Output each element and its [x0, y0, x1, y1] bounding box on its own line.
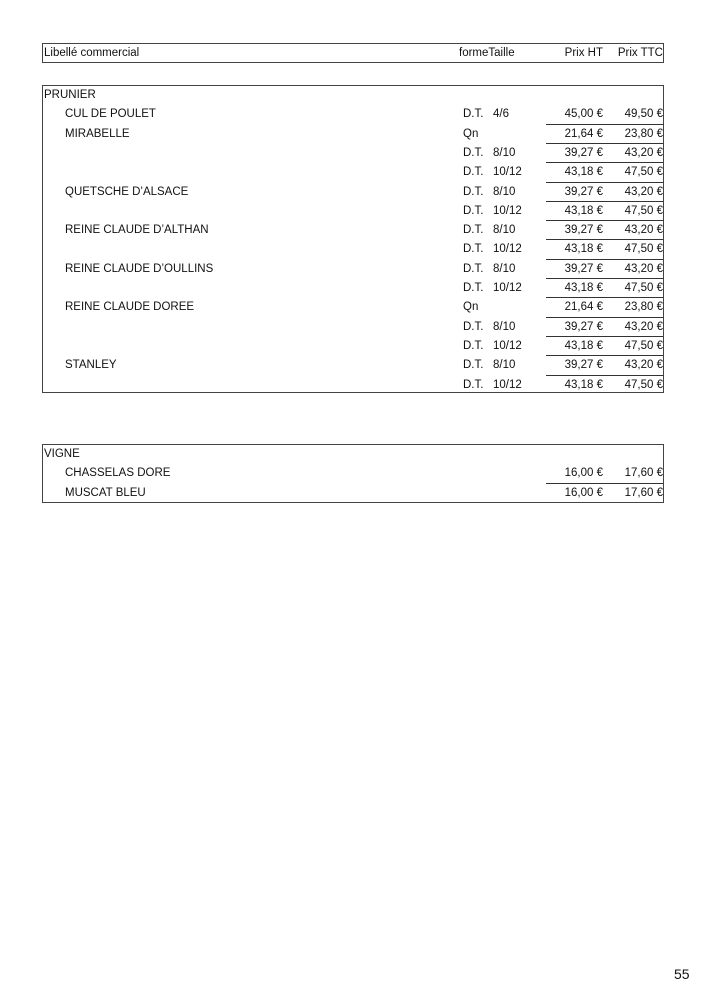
- group-prunier: [42, 85, 664, 393]
- product-name: STANLEY: [65, 359, 117, 372]
- product-taille: 10/12: [493, 204, 522, 217]
- price-ttc: 47,50 €: [624, 378, 663, 391]
- table-row: [43, 260, 663, 279]
- product-taille: 10/12: [493, 282, 522, 294]
- price-ht: 16,00 €: [564, 486, 603, 499]
- product-taille: 10/12: [493, 166, 522, 179]
- price-ht: 39,27 €: [564, 359, 603, 372]
- product-forme: D.T.: [463, 378, 484, 391]
- page-number: 55: [674, 966, 690, 982]
- header-row: [43, 44, 663, 63]
- price-ttc: 47,50 €: [624, 339, 663, 352]
- table-row: [43, 183, 663, 202]
- product-name: MIRABELLE: [65, 127, 130, 140]
- table-row: [43, 202, 663, 221]
- price-ht: 45,00 €: [564, 108, 603, 121]
- product-taille: 8/10: [493, 185, 516, 198]
- product-name: REINE CLAUDE D’ALTHAN: [65, 224, 209, 237]
- product-taille: 8/10: [493, 262, 516, 275]
- header-prix-ht: Prix HT: [564, 47, 603, 59]
- price-ht: 39,27 €: [564, 224, 603, 237]
- table-row: [43, 144, 663, 163]
- product-forme: Qn: [463, 301, 479, 314]
- product-forme: D.T.: [463, 204, 484, 217]
- price-ht: 39,27 €: [564, 262, 603, 275]
- price-ht: 39,27 €: [564, 320, 603, 333]
- product-forme: D.T.: [463, 185, 484, 198]
- price-ht: 43,18 €: [564, 204, 603, 217]
- product-forme: Qn: [463, 127, 479, 140]
- table-row: [43, 240, 663, 259]
- table-row: [43, 318, 663, 337]
- group-title-row: [43, 86, 663, 105]
- product-taille: 4/6: [493, 108, 509, 121]
- price-ttc: 47,50 €: [624, 166, 663, 179]
- product-forme: D.T.: [463, 108, 484, 121]
- price-ttc: 43,20 €: [624, 146, 663, 159]
- price-ttc: 43,20 €: [624, 320, 663, 333]
- product-forme: D.T.: [463, 339, 484, 352]
- product-forme: D.T.: [463, 243, 484, 256]
- price-ttc: 23,80 €: [624, 127, 663, 140]
- price-ttc: 49,50 €: [624, 108, 663, 121]
- price-ht: 43,18 €: [564, 166, 603, 179]
- group-title: VIGNE: [44, 448, 80, 460]
- product-taille: 8/10: [493, 320, 516, 333]
- product-forme: D.T.: [463, 224, 484, 237]
- product-name: REINE CLAUDE D’OULLINS: [65, 262, 214, 275]
- price-ttc: 23,80 €: [624, 301, 663, 314]
- table-row: [43, 337, 663, 356]
- price-ht: 43,18 €: [564, 339, 603, 352]
- price-ttc: 43,20 €: [624, 224, 663, 237]
- price-ht: 43,18 €: [564, 282, 603, 294]
- group-vigne: [42, 444, 664, 503]
- price-ht: 16,00 €: [564, 467, 603, 480]
- header-prix-ttc: Prix TTC: [617, 47, 663, 59]
- product-forme: D.T.: [463, 262, 484, 275]
- group-title-row: [43, 445, 663, 464]
- price-ttc: 17,60 €: [624, 486, 663, 499]
- price-ttc: 47,50 €: [624, 243, 663, 256]
- product-forme: D.T.: [463, 282, 484, 294]
- product-name: CUL DE POULET: [65, 108, 156, 121]
- price-ht: 43,18 €: [564, 243, 603, 256]
- price-ttc: 17,60 €: [624, 467, 663, 480]
- price-ttc: 43,20 €: [624, 262, 663, 275]
- table-row: [43, 221, 663, 240]
- price-ht: 21,64 €: [564, 301, 603, 314]
- product-taille: 10/12: [493, 378, 522, 391]
- price-ht: 39,27 €: [564, 146, 603, 159]
- product-name: MUSCAT BLEU: [65, 486, 146, 499]
- header-libelle: Libellé commercial: [44, 47, 140, 59]
- price-ht: 43,18 €: [564, 378, 603, 391]
- product-name: CHASSELAS DORE: [65, 467, 171, 480]
- product-forme: D.T.: [463, 320, 484, 333]
- table-row: [43, 356, 663, 375]
- table-row: [43, 298, 663, 317]
- product-taille: 8/10: [493, 224, 516, 237]
- product-forme: D.T.: [463, 146, 484, 159]
- price-ttc: 43,20 €: [624, 359, 663, 372]
- table-header: [42, 43, 664, 63]
- table-row: [43, 464, 663, 483]
- price-ttc: 47,50 €: [624, 204, 663, 217]
- product-forme: D.T.: [463, 166, 484, 179]
- table-row: [43, 105, 663, 124]
- product-taille: 10/12: [493, 339, 522, 352]
- price-ht: 39,27 €: [564, 185, 603, 198]
- table-row: [43, 125, 663, 144]
- product-taille: 8/10: [493, 146, 516, 159]
- product-name: REINE CLAUDE DOREE: [65, 301, 195, 314]
- product-taille: 10/12: [493, 243, 522, 256]
- price-ttc: 47,50 €: [624, 282, 663, 294]
- table-row: [43, 163, 663, 182]
- header-forme-taille: formeTaille: [459, 47, 515, 59]
- group-title: PRUNIER: [44, 89, 96, 101]
- price-ttc: 43,20 €: [624, 185, 663, 198]
- price-ht: 21,64 €: [564, 127, 603, 140]
- product-taille: 8/10: [493, 359, 516, 372]
- product-name: QUETSCHE D’ALSACE: [65, 185, 189, 198]
- table-row: [43, 279, 663, 298]
- table-row: [43, 484, 663, 503]
- table-row: [43, 376, 663, 395]
- product-forme: D.T.: [463, 359, 484, 372]
